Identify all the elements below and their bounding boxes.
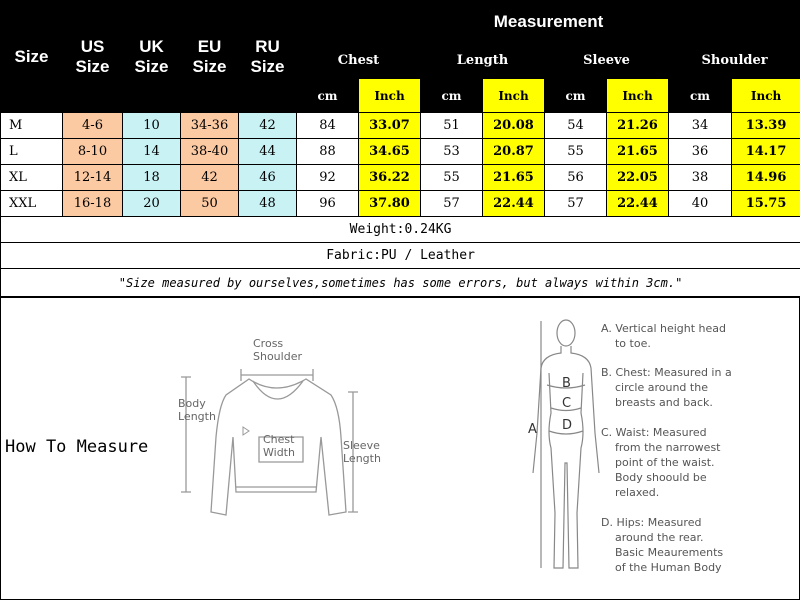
- shoulder-inch-cell: 13.39: [732, 113, 800, 139]
- sleeve-cm-cell: 57: [545, 191, 607, 217]
- length-inch-cell: 21.65: [483, 165, 545, 191]
- sleeve-inch-cell: 21.65: [607, 139, 669, 165]
- ru-size-cell: 42: [239, 113, 297, 139]
- sleeve-cm-cell: 55: [545, 139, 607, 165]
- shoulder-cm-cell: 38: [669, 165, 732, 191]
- size-cell: XL: [1, 165, 63, 191]
- chest-inch-cell: 36.22: [359, 165, 421, 191]
- size-chart-table: [0, 0, 800, 298]
- table-row: [1, 165, 800, 191]
- length-cm-cell: 51: [421, 113, 483, 139]
- shoulder-inch-cell: 14.96: [732, 165, 800, 191]
- us-size-cell: 4-6: [63, 113, 123, 139]
- size-cell: L: [1, 139, 63, 165]
- sleeve-cm-cell: 56: [545, 165, 607, 191]
- length-cm-cell: 57: [421, 191, 483, 217]
- header-uk-size: UK Size: [123, 1, 181, 113]
- eu-size-cell: 42: [181, 165, 239, 191]
- us-size-cell: 12-14: [63, 165, 123, 191]
- sleeve-inch-cell: 21.26: [607, 113, 669, 139]
- header-chest-inch: Inch: [359, 79, 421, 113]
- header-ru-size: RU Size: [239, 1, 297, 113]
- legend-a: A. Vertical height head to toe.: [601, 322, 727, 350]
- weight-info: Weight:0.24KG: [1, 217, 800, 243]
- header-sleeve-cm: cm: [545, 79, 607, 113]
- header-eu-size: EU Size: [181, 1, 239, 113]
- uk-size-cell: 10: [123, 113, 181, 139]
- header-sleeve-inch: Inch: [607, 79, 669, 113]
- eu-size-cell: 50: [181, 191, 239, 217]
- legend-b: B. Chest: Measured in a circle around the breasts and back.: [601, 366, 732, 409]
- table-row: [1, 139, 800, 165]
- chest-cm-cell: 96: [297, 191, 359, 217]
- header-size: Size: [1, 1, 63, 113]
- header-shoulder-inch: Inch: [732, 79, 800, 113]
- header-chest: Chest: [297, 43, 421, 79]
- size-cell: M: [1, 113, 63, 139]
- chest-inch-cell: 33.07: [359, 113, 421, 139]
- us-size-cell: 16-18: [63, 191, 123, 217]
- length-cm-cell: 53: [421, 139, 483, 165]
- body-letter-b: B: [562, 376, 571, 391]
- cross-shoulder-label: Cross Shoulder: [253, 337, 302, 363]
- chest-cm-cell: 88: [297, 139, 359, 165]
- uk-size-cell: 18: [123, 165, 181, 191]
- header-length-inch: Inch: [483, 79, 545, 113]
- header-shoulder: Shoulder: [669, 43, 800, 79]
- ru-size-cell: 44: [239, 139, 297, 165]
- header-measurement: Measurement: [297, 1, 800, 43]
- ru-size-cell: 46: [239, 165, 297, 191]
- legend-c: C. Waist: Measured from the narrowest point of the waist. Body shoould be relaxed.: [601, 426, 721, 499]
- fabric-info: Fabric:PU / Leather: [1, 243, 800, 269]
- length-inch-cell: 20.87: [483, 139, 545, 165]
- length-cm-cell: 55: [421, 165, 483, 191]
- uk-size-cell: 20: [123, 191, 181, 217]
- header-shoulder-cm: cm: [669, 79, 732, 113]
- header-sleeve: Sleeve: [545, 43, 669, 79]
- header-chest-cm: cm: [297, 79, 359, 113]
- body-letter-c: C: [562, 396, 572, 411]
- sleeve-length-label: Sleeve Length: [343, 439, 381, 465]
- chest-inch-cell: 37.80: [359, 191, 421, 217]
- ru-size-cell: 48: [239, 191, 297, 217]
- header-length-cm: cm: [421, 79, 483, 113]
- body-letter-d: D: [562, 418, 573, 433]
- chest-width-label: Chest Width: [263, 433, 295, 459]
- sleeve-inch-cell: 22.05: [607, 165, 669, 191]
- table-row: [1, 113, 800, 139]
- uk-size-cell: 14: [123, 139, 181, 165]
- length-inch-cell: 22.44: [483, 191, 545, 217]
- eu-size-cell: 38-40: [181, 139, 239, 165]
- body-length-label: Body Length: [178, 397, 216, 423]
- chest-inch-cell: 34.65: [359, 139, 421, 165]
- sleeve-inch-cell: 22.44: [607, 191, 669, 217]
- chest-cm-cell: 92: [297, 165, 359, 191]
- body-diagram: [521, 313, 601, 575]
- sleeve-cm-cell: 54: [545, 113, 607, 139]
- legend-d: D. Hips: Measured around the rear. Basic Meaurements of the Human Body: [601, 516, 724, 574]
- body-letter-a: A: [528, 422, 537, 437]
- chest-cm-cell: 84: [297, 113, 359, 139]
- how-to-measure-title: How To Measure: [5, 437, 149, 457]
- how-to-measure-section: [0, 296, 800, 600]
- us-size-cell: 8-10: [63, 139, 123, 165]
- shoulder-cm-cell: 34: [669, 113, 732, 139]
- header-us-size: US Size: [63, 1, 123, 113]
- eu-size-cell: 34-36: [181, 113, 239, 139]
- header-length: Length: [421, 43, 545, 79]
- size-cell: XXL: [1, 191, 63, 217]
- measurement-note: "Size measured by ourselves,sometimes has some errors, but always within 3cm.": [1, 269, 800, 298]
- shoulder-cm-cell: 40: [669, 191, 732, 217]
- shoulder-inch-cell: 14.17: [732, 139, 800, 165]
- shoulder-cm-cell: 36: [669, 139, 732, 165]
- length-inch-cell: 20.08: [483, 113, 545, 139]
- table-row: [1, 191, 800, 217]
- shoulder-inch-cell: 15.75: [732, 191, 800, 217]
